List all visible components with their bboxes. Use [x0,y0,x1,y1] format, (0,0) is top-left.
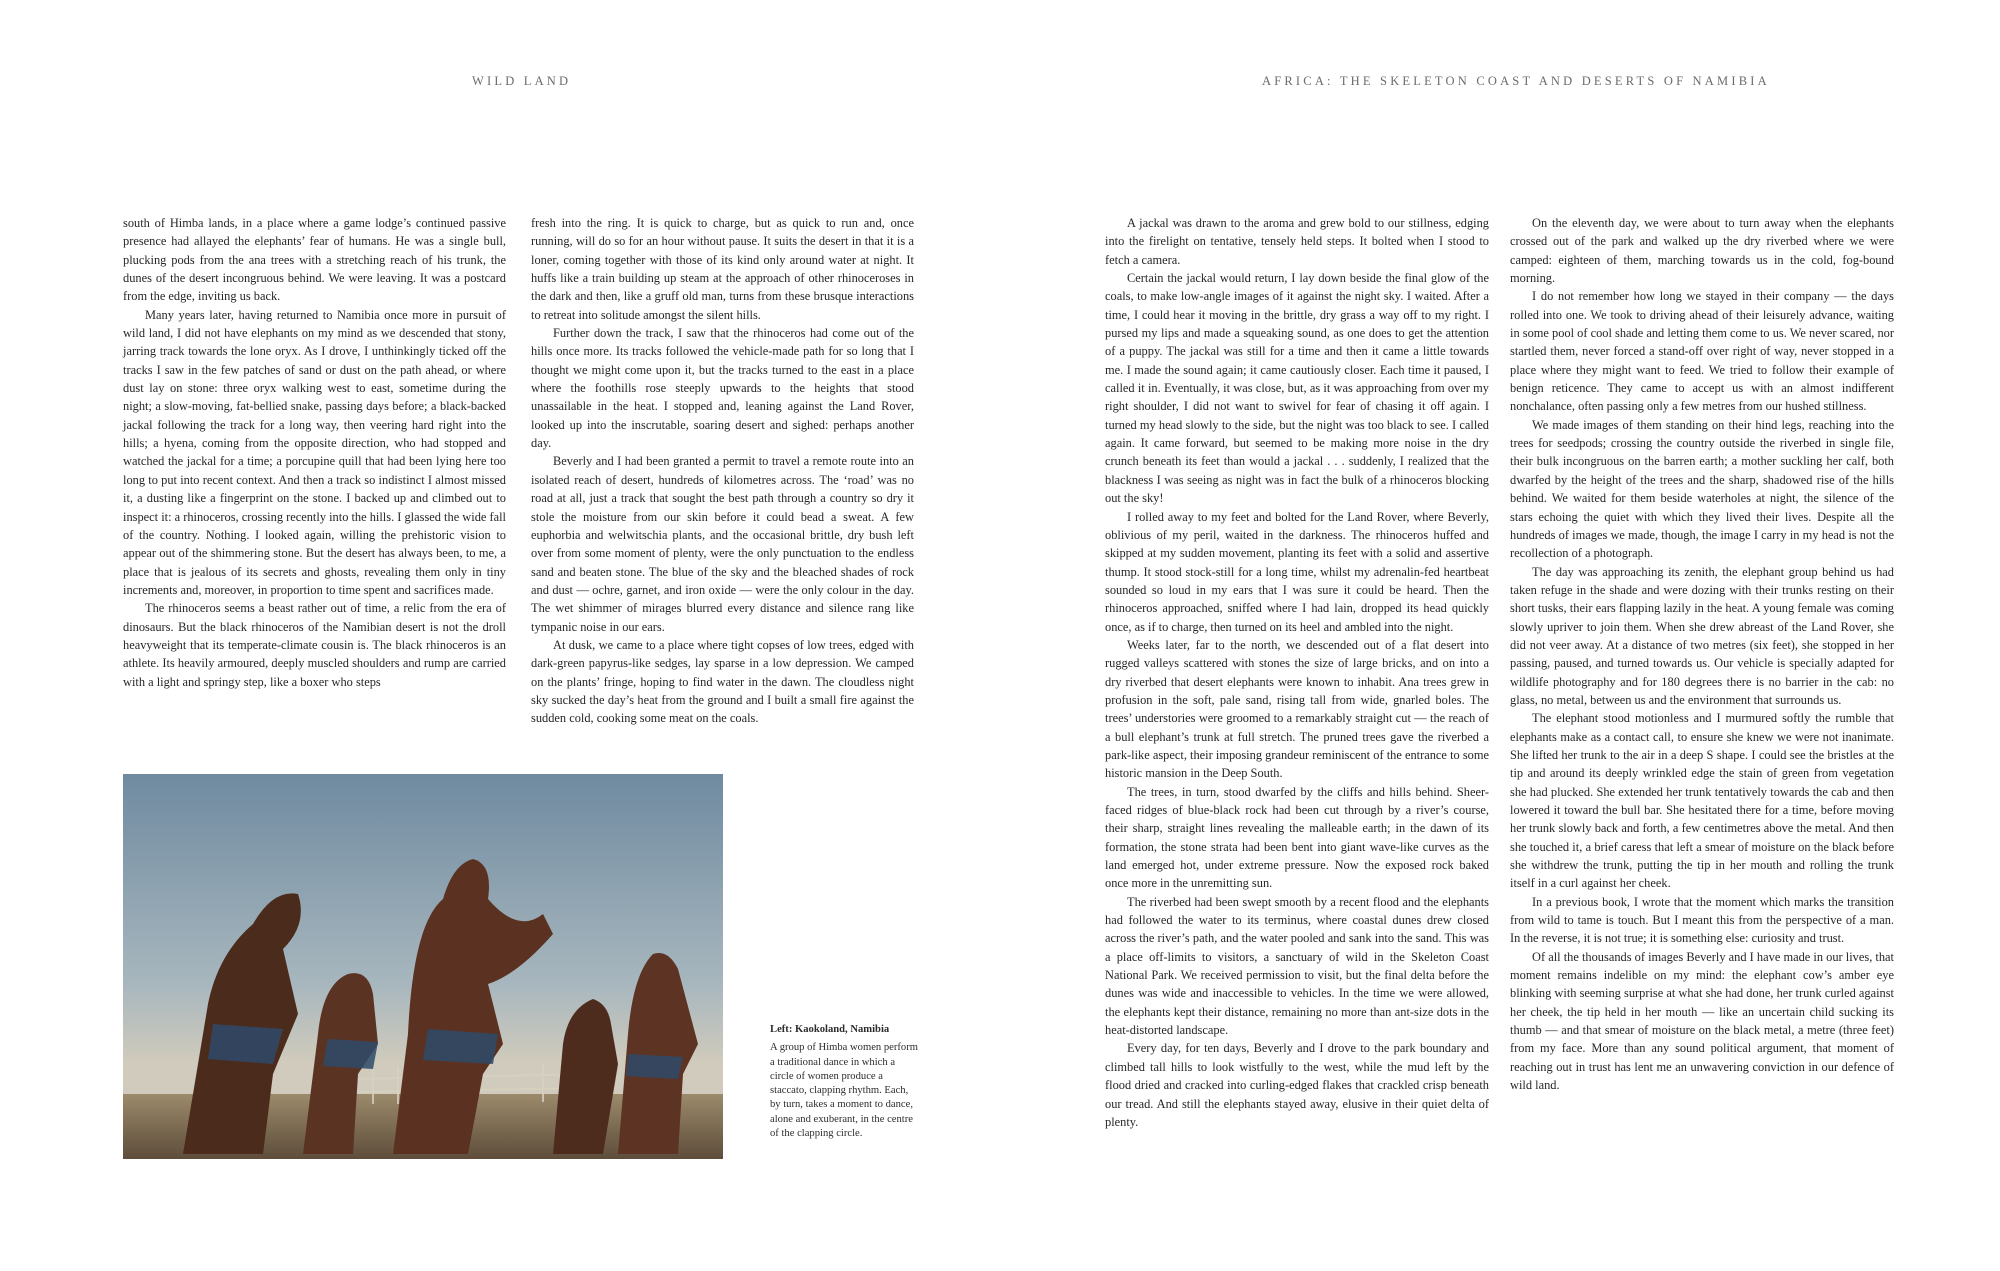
paragraph: Of all the thousands of images Beverly and I have made in our lives, that moment remains indelible on my mind: the elephant cow’s amber eye blinking with seeming surprise at what she had done, her trunk curled against her cheek, the tip held in her mouth — like an uncertain child sucking its thumb — and that smear of moisture on the black metal, a metre (three feet) from my face. More than any sound political argument, that moment of reaching out in trust has lent me an unwavering conviction in our defence of wild land. [1510,949,1894,1093]
paragraph: Many years later, having returned to Namibia once more in pursuit of wild land, I did not have elephants on my mind as we descended that stony, jarring track towards the lone oryx. As I drove, I unthinkingly ticked off the tracks I saw in the few patches of sand or dust on the path ahead, or where dust lay on stone: three oryx walking west to east, sometime during the night; a slow-moving, fat-bellied snake, passing days before; a black-backed jackal following the track for a long way, then veering hard right into the hills; a hyena, coming from the opposite direction, who had stopped and watched the jackal for a time; a porcupine quill that had been lying here too long to put into recent context. And then a track so indistinct I almost missed it, a dusting like a fingerprint on the stone. I backed up and climbed out to inspect it: a rhinoceros, crossing recently into the hills. I glassed the wide fall of the country. Nothing. I looked again, willing the prehistoric vision to appear out of the shimmering stone. But the desert has always been, to me, a place that is jealous of its secrets and ghosts, revealing them only in tiny increments and, moreover, in proportion to time spent and sacrifices made. [123,307,506,597]
text-column-4 [1510,214,1894,1095]
paragraph: Weeks later, far to the north, we descended out of a flat desert into rugged valleys scattered with stones the size of large bricks, and on into a dry riverbed that desert elephants were known to inhabit. Ana trees grew in profusion in the soft, pale sand, rising tall from wide, gnarled boles. The trees’ understories were groomed to a remarkably straight cut — the reach of a bull elephant’s trunk at full stretch. The pruned trees gave the riverbed a park-like aspect, their imposing grandeur reminiscent of the entrance to some historic mansion in the Deep South. [1105,637,1489,781]
paragraph: south of Himba lands, in a place where a game lodge’s continued passive presence had allayed the elephants’ fear of humans. He was a single bull, plucking pods from the ana trees with a stretching reach of his trunk, the dunes of the desert incongruous behind. We were leaving. It was a postcard from the edge, inviting us back. [123,216,506,304]
paragraph: We made images of them standing on their hind legs, reaching into the trees for seedpods; crossing the country outside the riverbed in single file, their bulk incongruous on the barren earth; a mother suckling her calf, both dwarfed by the height of the trees and the sharp, shadowed rise of the hills behind. We waited for them beside waterholes at night, the silence of the stars echoing the quiet with which they lived their lives. Despite all the hundreds of images we made, though, the image I carry in my head is not the recollection of a photograph. [1510,417,1894,561]
paragraph: Further down the track, I saw that the rhinoceros had come out of the hills once more. Its tracks followed the vehicle-made path for so long that I thought we might come upon it, but the tracks turned to the east in a place where the foothills rose steeply upwards to the heights that stood unassailable in the heat. I stopped and, leaning against the Land Rover, looked up into the inscrutable, soaring desert and sighed: perhaps another day. [531,326,914,451]
running-head-right: AFRICA: THE SKELETON COAST AND DESERTS OF NAMIBIA [1262,74,1770,88]
photo-himba-dancers [123,774,723,1159]
paragraph: Certain the jackal would return, I lay down beside the final glow of the coals, to make low-angle images of it against the night sky. I waited. After a time, I could hear it moving in the brittle, dry grass a way off to my right. I pursed my lips and made a squeaking sound, as one does to get the attention of a puppy. The jackal was still for a time and then it came a little towards me. I made the sound again; it came cautiously closer. Each time it paused, I called it in. Eventually, it was close, but, as it was approaching from over my right shoulder, I did not want to swivel for fear of chasing it off again. I turned my head slowly to the side, but the night was too black to see. I called again. It came forward, but seemed to be making more noise in the dry crunch beneath its feet than would a jackal . . . suddenly, I realized that the blackness I was seeing as night was in fact the bulk of a rhinoceros blocking out the sky! [1105,271,1489,506]
paragraph: Beverly and I had been granted a permit to travel a remote route into an isolated reach of desert, hundreds of kilometres across. The ‘road’ was no road at all, just a track that sought the best path through a country so dry it stole the moisture from our skin before it could bead a sweat. A few euphorbia and welwitschia plants, and the occasional brittle, dry bush left over from some moment of plenty, were the only punctuation to the endless sand and beaten stone. The blue of the sky and the bleached shades of rock and dust — ochre, garnet, and iron oxide — were the only colour in the day. The wet shimmer of mirages blurred every distance and silence rang like tympanic noise in our ears. [531,454,914,634]
photo-illustration [123,774,723,1159]
text-column-2 [531,214,914,728]
paragraph: The trees, in turn, stood dwarfed by the cliffs and hills behind. Sheer-faced ridges of blue-black rock had been cut through by a river’s course, their sharp, straight lines revealing the malleable earth; in the dawn of its formation, the stone strata had been bent into giant wave-like curves as the land emerged hot, under extreme pressure. Now the exposed rock baked once more in the unremitting sun. [1105,784,1489,891]
paragraph: The riverbed had been swept smooth by a recent flood and the elephants had followed the water to its terminus, where coastal dunes drew closed across the river’s path, and the water pooled and sank into the sand. This was a place off-limits to visitors, a sanctuary of wild in the Skeleton Coast National Park. We received permission to visit, but the final delta before the dunes was wide and inaccessible to vehicles. In the time we were allowed, the elephants kept their distance, remaining no more than ant-size dots in the heat-distorted landscape. [1105,894,1489,1038]
running-head-left: WILD LAND [472,74,572,88]
paragraph: fresh into the ring. It is quick to charge, but as quick to run and, once running, will do so for an hour without pause. It suits the desert in that it is a loner, coming together with those of its kind only around water at night. It huffs like a train building up steam at the approach of other rhinoceroses in the dark and then, like a gruff old man, turns from these brusque interactions to retreat into solitude amongst the silent hills. [531,216,914,322]
photo-caption [770,1023,920,1141]
paragraph: Every day, for ten days, Beverly and I drove to the park boundary and climbed tall hills to look wistfully to the west, while the mud left by the flood dried and cracked into curling-edged flakes that crackled crisp beneath our tread. And still the elephants stayed away, elusive in their quiet delta of plenty. [1105,1041,1489,1129]
paragraph: I rolled away to my feet and bolted for the Land Rover, where Beverly, oblivious of my peril, waited in the darkness. The rhinoceros huffed and skipped at my sudden movement, planting its feet with a solid and assertive thump. It stood stock-still for a long time, whilst my adrenalin-fed heartbeat sounded so loud in my ears that I was sure it could be heard. Then the rhinoceros approached, sniffed where I had lain, dropped its head quickly once, as if to charge, then turned on its heel and ambled into the night. [1105,509,1489,634]
paragraph: A jackal was drawn to the aroma and grew bold to our stillness, edging into the firelight on tentative, tensely held steps. It bolted when I stood to fetch a camera. [1105,216,1489,267]
paragraph: On the eleventh day, we were about to turn away when the elephants crossed out of the park and walked up the dry riverbed where we were camped: eighteen of them, marching towards us in the cold, fog-bound morning. [1510,216,1894,286]
caption-body: A group of Himba women perform a traditional dance in which a circle of women produce a staccato, clapping rhythm. Each, by turn, takes a moment to dance, alone and exuberant, in the centre of the clapping circle. [770,1042,918,1140]
paragraph: At dusk, we came to a place where tight copses of low trees, edged with dark-green papyrus-like sedges, lay sparse in a low depression. We camped on the plants’ fringe, hoping to find water in the dawn. The cloudless night sky sucked the day’s heat from the ground and I built a small fire against the sudden cold, cooking some meat on the coals. [531,637,914,726]
caption-title: Left: Kaokoland, Namibia [770,1024,890,1035]
paragraph: The rhinoceros seems a beast rather out of time, a relic from the era of dinosaurs. But the black rhinoceros of the Namibian desert is not the droll heavyweight that its temperate-climate cousin is. The black rhinoceros is an athlete. Its heavily armoured, deeply muscled shoulders and rump are carried with a light and springy step, like a boxer who steps [123,601,506,689]
paragraph: The elephant stood motionless and I murmured softly the rumble that elephants make as a contact call, to ensure she knew we were not inanimate. She lifted her trunk to the air in a deep S shape. I could see the bristles at the tip and around its deeply wrinkled edge the stain of green from vegetation she had plucked. She extended her trunk tentatively towards the cab and then lowered it toward the bull bar. She hesitated there for a time, before moving her trunk slowly back and forth, a few centimetres above the metal. And then she touched it, a brief caress that left a smear of moisture on the black before she withdrew the trunk, putting the tip in her mouth and rolling the trunk itself in a curl against her cheek. [1510,711,1894,891]
text-column-3 [1105,214,1489,1131]
text-column-1 [123,214,506,691]
paragraph: I do not remember how long we stayed in their company — the days rolled into one. We took to driving ahead of their leisurely advance, waiting in some pool of cool shade and letting them come to us. We never scared, nor startled them, never forced a stand-off over right of way, never stopped in a place where they might want to feed. We tried to follow their example of benign reticence. They came to accept us with an almost indifferent nonchalance, often passing only a few metres from our hushed stillness. [1510,289,1894,414]
paragraph: The day was approaching its zenith, the elephant group behind us had taken refuge in the shade and were dozing with their trunks resting on their short tusks, their ears flapping lazily in the heat. A young female was coming slowly upriver to join them. When she drew abreast of the Land Rover, she did not veer away. At a distance of two metres (six feet), she stopped in her passing, paused, and turned towards us. Our vehicle is specially adapted for wildlife photography and for 180 degrees there is no barrier in the cab: no glass, no metal, between us and the environment that surrounds us. [1510,564,1894,707]
paragraph: In a previous book, I wrote that the moment which marks the transition from wild to tame is touch. But I meant this from the perspective of a man. In the reverse, it is not true; it is something else: curiosity and trust. [1510,894,1894,946]
